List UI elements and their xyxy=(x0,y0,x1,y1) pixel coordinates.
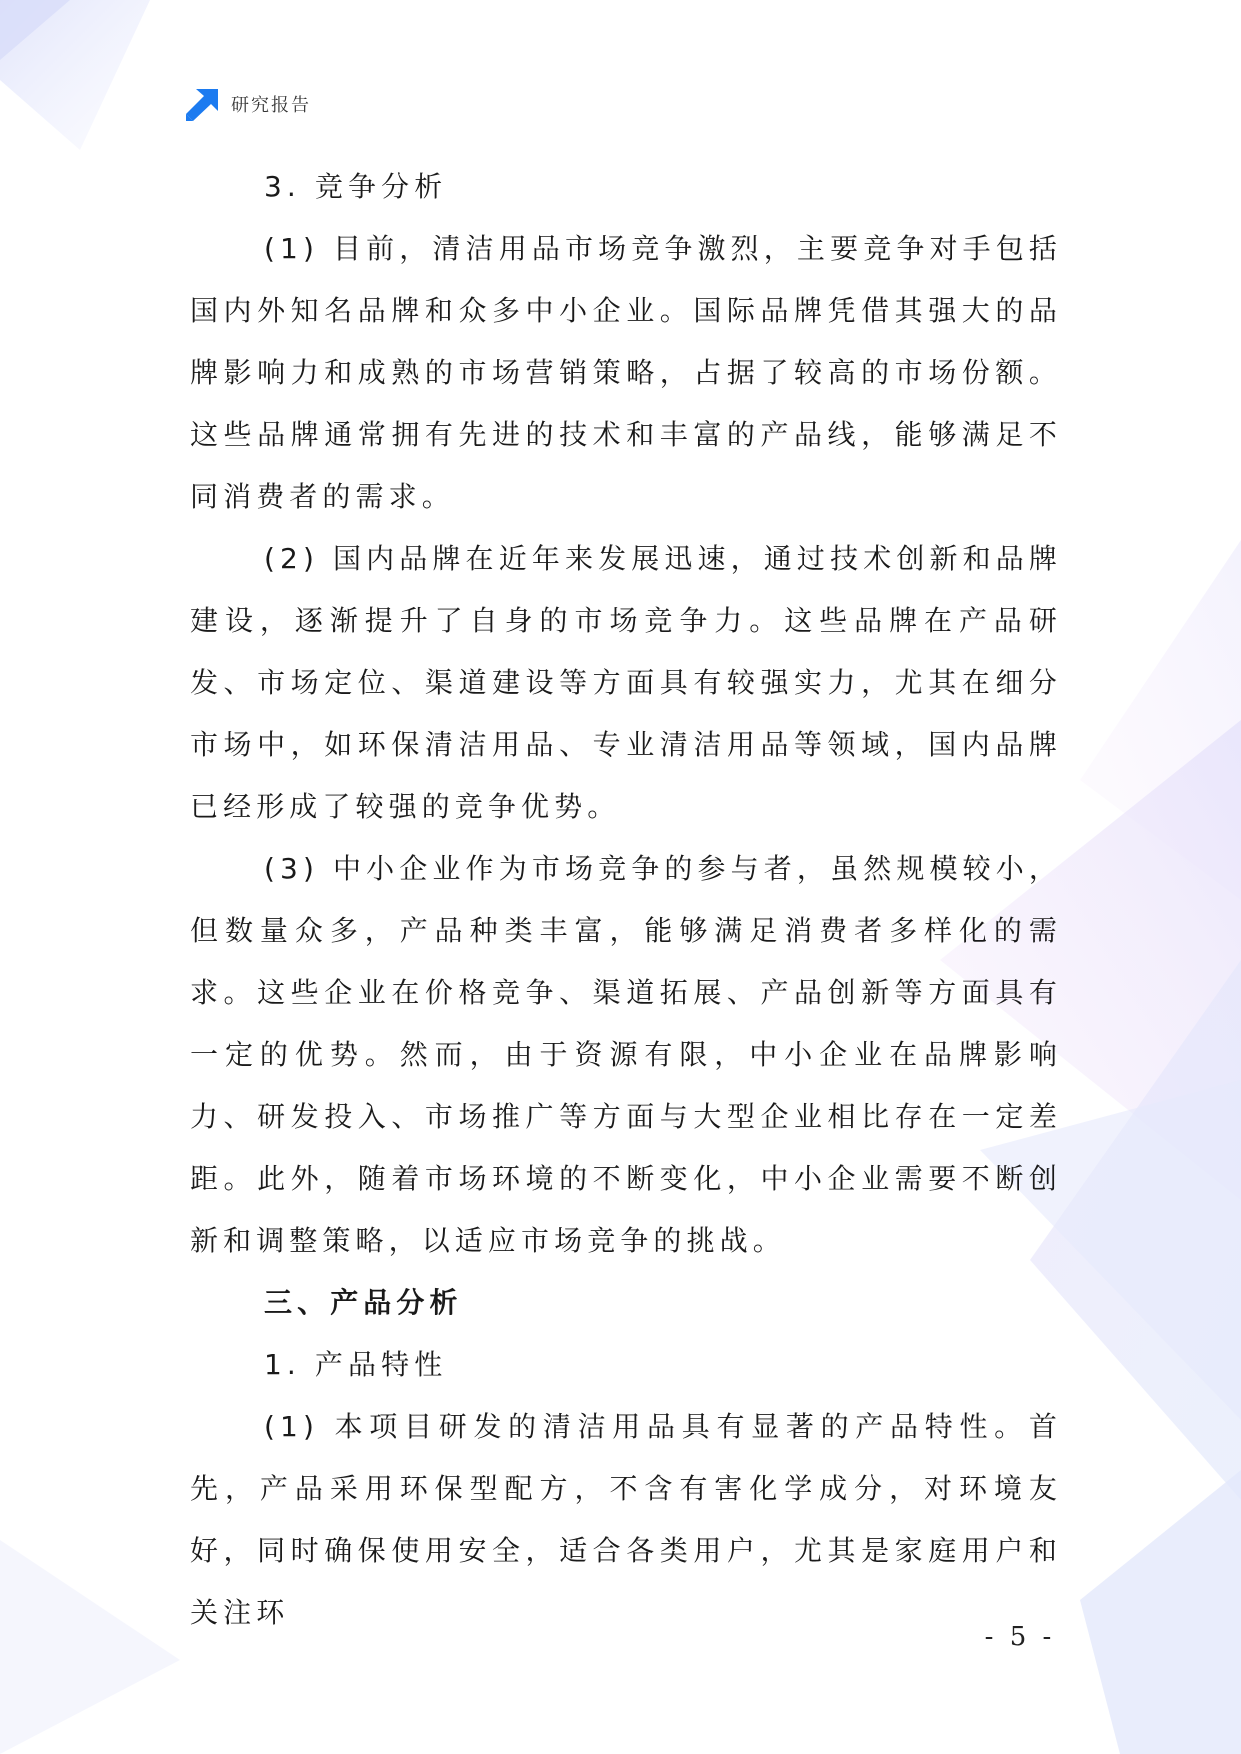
arrow-up-right-icon xyxy=(186,87,220,121)
paragraph: (1) 本项目研发的清洁用品具有显著的产品特性。首先，产品采用环保型配方，不含有害化学成分，对环境友好，同时确保使用安全，适合各类用户，尤其是家庭用户和关注环 xyxy=(190,1410,1062,1629)
chapter-heading: 三、产品分析 xyxy=(264,1286,463,1319)
page-header xyxy=(186,86,311,122)
document-body xyxy=(190,156,1062,1644)
section-heading: 3. 竞争分析 xyxy=(264,170,448,203)
paragraph: (2) 国内品牌在近年来发展迅速，通过技术创新和品牌建设，逐渐提升了自身的市场竞争力。这些品牌在产品研发、市场定位、渠道建设等方面具有较强实力，尤其在细分市场中，如环保清洁用品、专业清洁用品等领域，国内品牌已经形成了较强的竞争优势。 xyxy=(190,542,1062,823)
paragraph: (3) 中小企业作为市场竞争的参与者，虽然规模较小，但数量众多，产品种类丰富，能够满足消费者多样化的需求。这些企业在价格竞争、渠道拓展、产品创新等方面具有一定的优势。然而，由于资源有限，中小企业在品牌影响力、研发投入、市场推广等方面与大型企业相比存在一定差距。此外，随着市场环境的不断变化，中小企业需要不断创新和调整策略，以适应市场竞争的挑战。 xyxy=(190,852,1062,1257)
header-title: 研究报告 xyxy=(231,95,311,116)
paragraph: (1) 目前，清洁用品市场竞争激烈，主要竞争对手包括国内外知名品牌和众多中小企业。国际品牌凭借其强大的品牌影响力和成熟的市场营销策略，占据了较高的市场份额。这些品牌通常拥有先进的技术和丰富的产品线，能够满足不同消费者的需求。 xyxy=(190,232,1062,513)
section-heading: 1. 产品特性 xyxy=(264,1348,448,1381)
page-number: - 5 - xyxy=(984,1622,1056,1652)
